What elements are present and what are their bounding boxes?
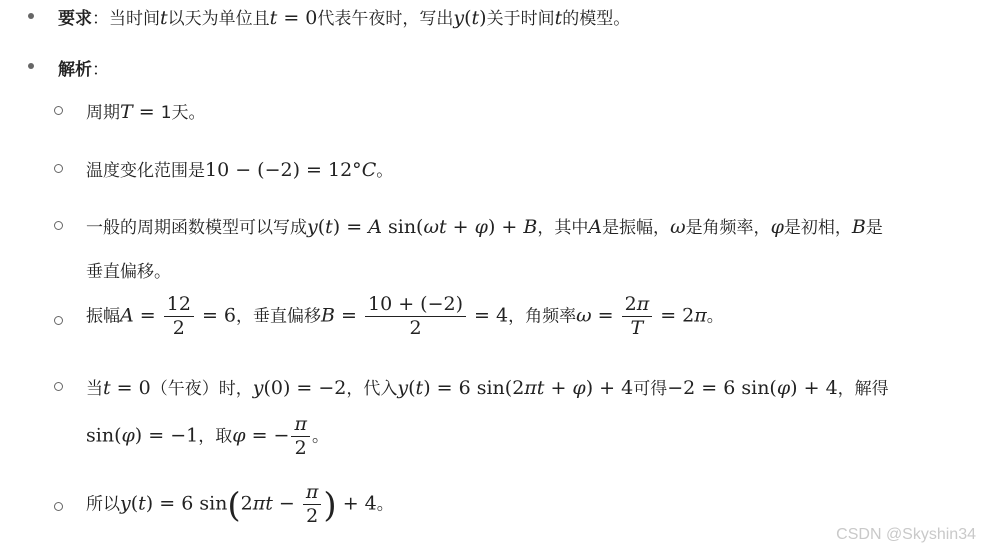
range-item: 温度变化范围是10 − (−2) = 12°C。 — [86, 159, 394, 181]
midnight-item: 当t = 0（午夜）时，y(0) = −2，代入y(t) = 6 sin(2πt + φ) + 4可得−2 = 6 sin(φ) + 4，解得 — [86, 377, 889, 399]
sub-bullet — [54, 382, 63, 391]
sub-bullet — [54, 316, 63, 325]
period-item: 周期T = 1天。 — [86, 101, 206, 123]
final-model-item: 所以y(t) = 6 sin(2πt − $\frac{\pi}{2}$ ) + 4。 — [86, 481, 394, 527]
params-item: 振幅A = $\frac{12}{2}$ = 6，垂直偏移B = $\frac{10 + (-2)}{2}$ = 4，角频率ω = $\frac{2\pi}{T}$ = 2π。 — [86, 293, 724, 339]
requirement-label: 要求 — [58, 9, 92, 29]
sub-bullet — [54, 221, 63, 230]
solution-label: 解析 — [58, 60, 92, 80]
model-item-cont: 垂直偏移。 — [86, 262, 171, 282]
watermark: CSDN @Skyshin34 — [836, 526, 976, 543]
sub-bullet — [54, 106, 63, 115]
requirement-line: 要求：当时间t以天为单位且t = 0代表午夜时，写出y(t)关于时间t的模型。 — [58, 7, 631, 29]
sub-bullet — [54, 502, 63, 511]
bullet-dot — [28, 63, 34, 69]
sub-bullet — [54, 164, 63, 173]
bullet-dot — [28, 13, 34, 19]
model-item: 一般的周期函数模型可以写成y(t) = A sin(ωt + φ) + B，其中A是振幅，ω是角频率，φ是初相，B是 — [86, 216, 883, 238]
solution-header: 解析： — [58, 60, 109, 80]
midnight-item-cont: sin(φ) = −1，取φ = − $\frac{\pi}{2}$ 。 — [86, 413, 329, 459]
